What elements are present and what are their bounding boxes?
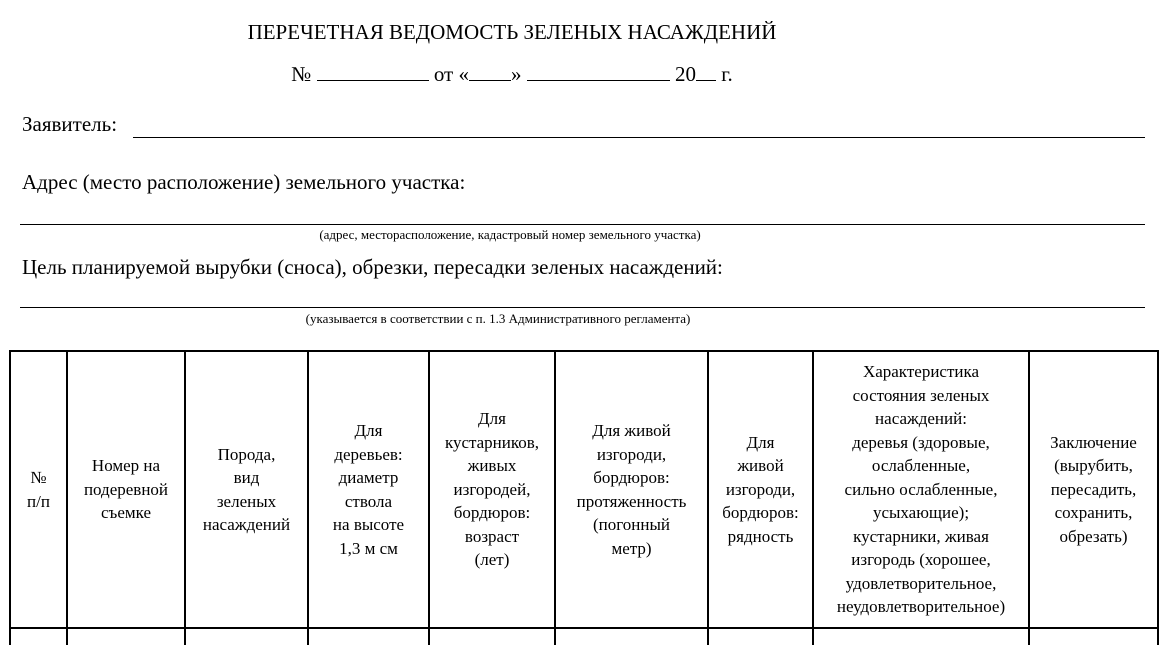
address-line [20, 224, 1145, 225]
table-cell [308, 628, 429, 645]
day-blank [469, 60, 511, 81]
year-suffix: г. [721, 62, 733, 86]
table-cell [555, 628, 708, 645]
header-condition: Характеристика состояния зеленых насаждений: деревья (здоровые, ослабленные, сильно ослабленные, усыхающие); кустарники, живая изгородь (хорошее, удовлетворительное, неудовлетворительное) [813, 351, 1029, 628]
number-blank [317, 60, 429, 81]
table-cell [67, 628, 185, 645]
month-blank [527, 60, 670, 81]
applicant-line [133, 137, 1145, 138]
table-row [10, 628, 1158, 645]
table-cell [1029, 628, 1158, 645]
table-cell [429, 628, 555, 645]
header-hedge-rows: Для живой изгороди, бордюров: рядность [708, 351, 813, 628]
purpose-caption: (указывается в соответствии с п. 1.3 Административного регламента) [305, 311, 691, 326]
year-prefix: 20 [674, 62, 696, 86]
header-shrub-age: Для кустарников, живых изгородей, бордюров: возраст (лет) [429, 351, 555, 628]
inventory-table [9, 350, 1159, 645]
purpose-label: Цель планируемой вырубки (сноса), обрезки, пересадки зеленых насаждений: [22, 255, 723, 279]
table-cell [708, 628, 813, 645]
table-cell [185, 628, 308, 645]
table-header-row [10, 351, 1158, 628]
address-caption: (адрес, месторасположение, кадастровый номер земельного участка) [319, 227, 701, 242]
table-cell [813, 628, 1029, 645]
header-survey-number: Номер на подеревной съемке [67, 351, 185, 628]
year-blank [696, 60, 716, 81]
date-close-quote: » [510, 62, 522, 86]
address-label: Адрес (место расположение) земельного участка: [22, 170, 466, 194]
document-number-line [0, 60, 1024, 87]
number-sign: № [291, 62, 312, 86]
date-from-label: от « [433, 62, 469, 86]
header-trunk-diameter: Для деревьев: диаметр ствола на высоте 1,3 м см [308, 351, 429, 628]
header-species: Порода, вид зеленых насаждений [185, 351, 308, 628]
document-title: ПЕРЕЧЕТНАЯ ВЕДОМОСТЬ ЗЕЛЕНЫХ НАСАЖДЕНИЙ [247, 20, 777, 44]
header-number: № п/п [10, 351, 67, 628]
header-hedge-length: Для живой изгороди, бордюров: протяженность (погонный метр) [555, 351, 708, 628]
applicant-label: Заявитель: [22, 112, 118, 136]
header-conclusion: Заключение (вырубить, пересадить, сохранить, обрезать) [1029, 351, 1158, 628]
purpose-line [20, 307, 1145, 308]
table-cell [10, 628, 67, 645]
